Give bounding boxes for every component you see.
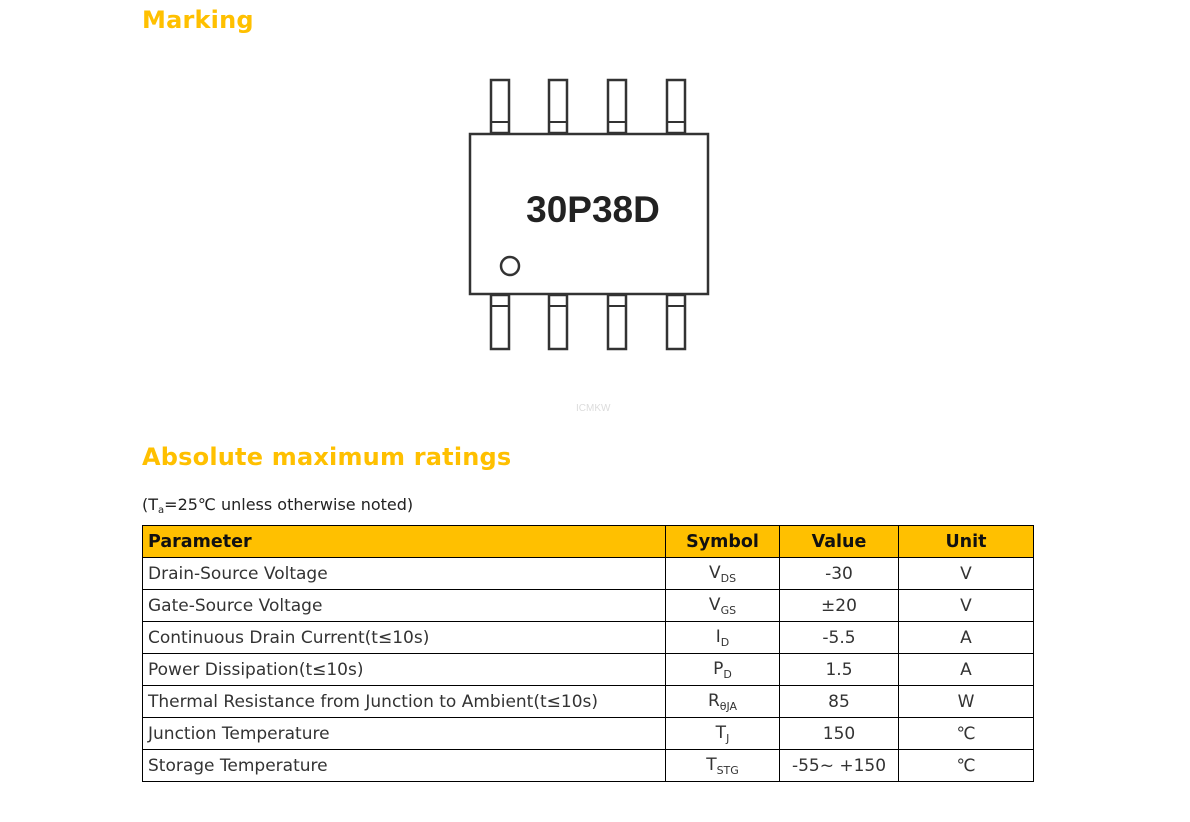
symbol-letter: R	[707, 690, 720, 711]
value-cell: 1.5	[780, 654, 899, 686]
symbol-letter: P	[713, 658, 724, 679]
symbol-letter: V	[708, 562, 721, 583]
ratings-heading: Absolute maximum ratings	[142, 443, 512, 471]
chip-package-diagram	[455, 70, 725, 360]
parameter-cell: Drain-Source Voltage	[143, 558, 666, 590]
symbol-subscript: DS	[720, 571, 737, 585]
symbol-letter: V	[708, 594, 721, 615]
symbol-letter: T	[715, 722, 727, 743]
symbol-subscript: STG	[716, 763, 739, 777]
table-row	[143, 750, 1034, 782]
header-unit: Unit	[899, 526, 1034, 558]
note-prefix: (T	[142, 495, 159, 514]
value-cell: -30	[780, 558, 899, 590]
symbol-subscript: θJA	[719, 699, 738, 713]
symbol-subscript: GS	[720, 603, 737, 617]
parameter-cell: Storage Temperature	[143, 750, 666, 782]
unit-cell: ℃	[899, 750, 1034, 782]
bottom-pins	[491, 295, 685, 349]
conditions-note	[142, 495, 413, 516]
value-cell: -5.5	[780, 622, 899, 654]
parameter-cell: Power Dissipation(t≤10s)	[143, 654, 666, 686]
value-cell: -55~ +150	[780, 750, 899, 782]
unit-cell: V	[899, 558, 1034, 590]
header-parameter: Parameter	[143, 526, 666, 558]
value-cell: 150	[780, 718, 899, 750]
parameter-cell: Gate-Source Voltage	[143, 590, 666, 622]
watermark-text: ICMKW	[576, 403, 611, 414]
value-cell: 85	[780, 686, 899, 718]
parameter-cell: Thermal Resistance from Junction to Ambient(t≤10s)	[143, 686, 666, 718]
note-suffix: =25℃ unless otherwise noted)	[164, 495, 414, 514]
table-row	[143, 590, 1034, 622]
symbol-subscript: D	[723, 667, 732, 681]
note-subscript: a	[158, 505, 165, 516]
unit-cell: A	[899, 622, 1034, 654]
symbol-subscript: J	[726, 731, 730, 745]
value-cell: ±20	[780, 590, 899, 622]
symbol-cell	[666, 654, 780, 686]
symbol-letter: T	[706, 754, 717, 775]
table-row	[143, 558, 1034, 590]
symbol-cell	[666, 558, 780, 590]
table-row	[143, 718, 1034, 750]
ratings-table	[142, 525, 1034, 782]
parameter-cell: Continuous Drain Current(t≤10s)	[143, 622, 666, 654]
chip-marking-text: 30P38D	[526, 189, 660, 230]
symbol-cell	[666, 718, 780, 750]
header-value: Value	[780, 526, 899, 558]
table-header-row	[143, 526, 1034, 558]
symbol-cell	[666, 686, 780, 718]
symbol-cell	[666, 750, 780, 782]
parameter-cell: Junction Temperature	[143, 718, 666, 750]
unit-cell: A	[899, 654, 1034, 686]
table-row	[143, 654, 1034, 686]
ratings-table-body	[143, 558, 1034, 782]
symbol-subscript: D	[720, 635, 730, 649]
unit-cell: ℃	[899, 718, 1034, 750]
top-pins	[491, 80, 685, 133]
symbol-letter: I	[715, 626, 721, 647]
unit-cell: V	[899, 590, 1034, 622]
symbol-cell	[666, 590, 780, 622]
header-symbol: Symbol	[666, 526, 780, 558]
symbol-cell	[666, 622, 780, 654]
unit-cell: W	[899, 686, 1034, 718]
table-row	[143, 622, 1034, 654]
table-row	[143, 686, 1034, 718]
marking-heading: Marking	[142, 6, 254, 34]
